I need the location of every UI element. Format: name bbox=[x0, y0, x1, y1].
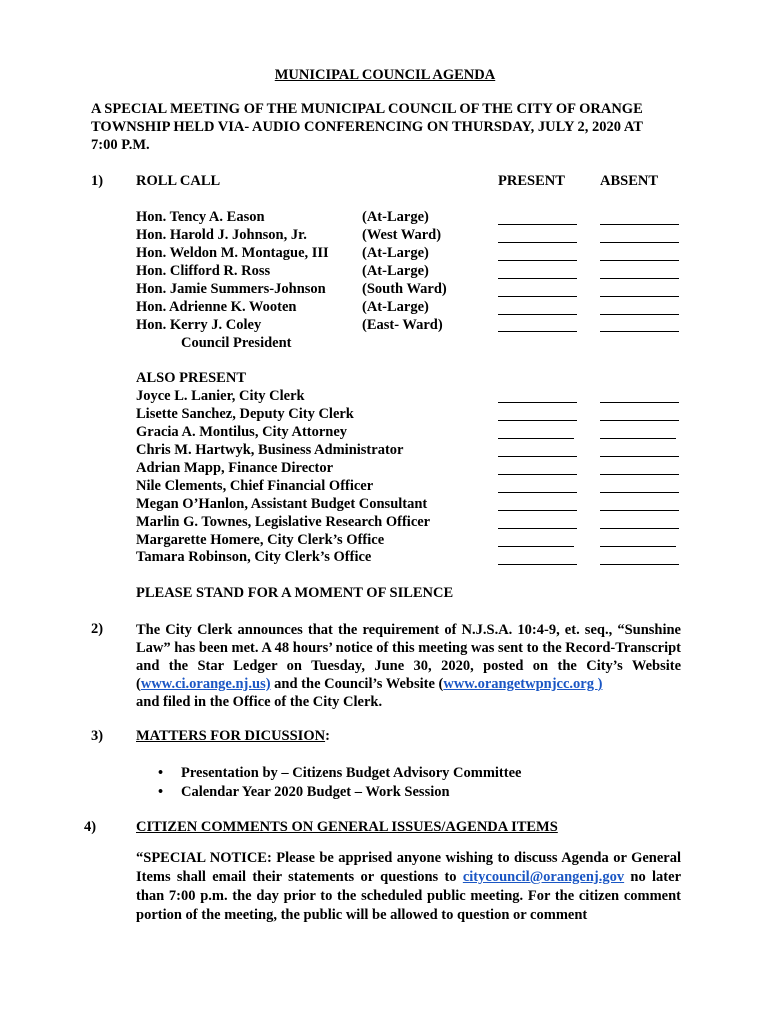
present-column-header: PRESENT bbox=[498, 173, 565, 189]
absent-blank bbox=[600, 564, 679, 565]
notice-text-a: “SPECIAL NOTICE: Please be apprised anyone wishing to discuss Agenda or General Items shall email their statements or questions to bbox=[136, 850, 681, 885]
absent-blank bbox=[600, 474, 679, 475]
page-title: MUNICIPAL COUNCIL AGENDA bbox=[274, 67, 496, 83]
present-blank bbox=[498, 546, 574, 547]
member-ward: (At-Large) bbox=[362, 299, 429, 315]
member-name: Hon. Kerry J. Coley bbox=[136, 317, 262, 333]
present-blank bbox=[498, 402, 577, 403]
absent-blank bbox=[600, 331, 679, 332]
city-website-link[interactable]: www.ci.orange.nj.us) bbox=[140, 676, 271, 692]
absent-blank bbox=[600, 528, 679, 529]
member-ward: (East- Ward) bbox=[362, 317, 443, 333]
absent-blank bbox=[600, 438, 676, 439]
absent-blank bbox=[600, 260, 679, 261]
staff-name: Nile Clements, Chief Financial Officer bbox=[136, 478, 374, 494]
section-number-2: 2) bbox=[91, 621, 104, 637]
matters-heading-label: MATTERS FOR DICUSSION bbox=[136, 728, 326, 744]
member-name: Hon. Tency A. Eason bbox=[136, 209, 265, 225]
sunshine-text-b: and the Council’s Website ( bbox=[270, 676, 444, 692]
meeting-heading-line1: A SPECIAL MEETING OF THE MUNICIPAL COUNCIL OF THE CITY OF ORANGE bbox=[91, 101, 643, 117]
staff-name: Tamara Robinson, City Clerk’s Office bbox=[136, 549, 372, 565]
matters-heading bbox=[136, 728, 330, 745]
discussion-item: Presentation by – Citizens Budget Advisory Committee bbox=[181, 765, 522, 781]
absent-blank bbox=[600, 546, 676, 547]
sunshine-text-c: ) bbox=[597, 676, 603, 692]
present-blank bbox=[498, 456, 577, 457]
present-blank bbox=[498, 314, 577, 315]
absent-blank bbox=[600, 456, 679, 457]
absent-blank bbox=[600, 492, 679, 493]
bullet-icon: • bbox=[158, 784, 164, 800]
present-blank bbox=[498, 438, 574, 439]
council-president-title: Council President bbox=[181, 335, 292, 351]
absent-blank bbox=[600, 314, 679, 315]
section-number-4: 4) bbox=[84, 819, 97, 835]
member-ward: (South Ward) bbox=[362, 281, 447, 297]
present-blank bbox=[498, 564, 577, 565]
citizen-comments-heading: CITIZEN COMMENTS ON GENERAL ISSUES/AGENDA ITEMS bbox=[136, 819, 558, 835]
absent-blank bbox=[600, 296, 679, 297]
member-name: Hon. Jamie Summers-Johnson bbox=[136, 281, 326, 297]
staff-name: Joyce L. Lanier, City Clerk bbox=[136, 388, 305, 404]
special-notice-paragraph bbox=[136, 849, 681, 925]
member-ward: (At-Large) bbox=[362, 245, 429, 261]
present-blank bbox=[498, 474, 577, 475]
staff-name: Adrian Mapp, Finance Director bbox=[136, 460, 334, 476]
member-name: Hon. Clifford R. Ross bbox=[136, 263, 271, 279]
present-blank bbox=[498, 242, 577, 243]
absent-blank bbox=[600, 278, 679, 279]
section-number-3: 3) bbox=[91, 728, 104, 744]
sunshine-law-paragraph bbox=[136, 621, 681, 711]
member-ward: (At-Large) bbox=[362, 209, 429, 225]
member-name: Hon. Adrienne K. Wooten bbox=[136, 299, 297, 315]
bullet-icon: • bbox=[158, 765, 164, 781]
member-ward: (West Ward) bbox=[362, 227, 442, 243]
council-website-link[interactable]: www.orangetwpnjcc.org bbox=[443, 676, 598, 692]
staff-name: Margarette Homere, City Clerk’s Office bbox=[136, 532, 385, 548]
moment-of-silence: PLEASE STAND FOR A MOMENT OF SILENCE bbox=[136, 585, 454, 601]
present-blank bbox=[498, 260, 577, 261]
absent-column-header: ABSENT bbox=[600, 173, 659, 189]
section-number-1: 1) bbox=[91, 173, 104, 189]
roll-call-heading: ROLL CALL bbox=[136, 173, 221, 189]
absent-blank bbox=[600, 224, 679, 225]
absent-blank bbox=[600, 242, 679, 243]
sunshine-text-a: The City Clerk announces that the requirement of N.J.S.A. 10:4-9, et. seq., “Sunshine Law” has been met. A 48 hours’ notice of this meeting was sent to the Record-Transcript and the Star Ledger on Tuesday, June 30, 2020, posted on the City’s Website ( bbox=[136, 622, 681, 692]
present-blank bbox=[498, 278, 577, 279]
discussion-item: Calendar Year 2020 Budget – Work Session bbox=[181, 784, 450, 800]
staff-name: Megan O’Hanlon, Assistant Budget Consultant bbox=[136, 496, 428, 512]
matters-heading-colon: : bbox=[325, 728, 330, 744]
present-blank bbox=[498, 528, 577, 529]
also-present-heading: ALSO PRESENT bbox=[136, 370, 246, 386]
staff-name: Lisette Sanchez, Deputy City Clerk bbox=[136, 406, 354, 422]
present-blank bbox=[498, 420, 577, 421]
present-blank bbox=[498, 331, 577, 332]
member-ward: (At-Large) bbox=[362, 263, 429, 279]
council-email-link[interactable]: citycouncil@orangenj.gov bbox=[462, 869, 625, 885]
present-blank bbox=[498, 296, 577, 297]
staff-name: Marlin G. Townes, Legislative Research Officer bbox=[136, 514, 431, 530]
absent-blank bbox=[600, 510, 679, 511]
absent-blank bbox=[600, 402, 679, 403]
present-blank bbox=[498, 224, 577, 225]
staff-name: Chris M. Hartwyk, Business Administrator bbox=[136, 442, 404, 458]
meeting-heading-line2: TOWNSHIP HELD VIA- AUDIO CONFERENCING ON THURSDAY, JULY 2, 2020 AT bbox=[91, 119, 643, 135]
meeting-heading-line3: 7:00 P.M. bbox=[91, 137, 150, 153]
sunshine-text-d: and filed in the Office of the City Clerk. bbox=[136, 694, 383, 710]
present-blank bbox=[498, 510, 577, 511]
staff-name: Gracia A. Montilus, City Attorney bbox=[136, 424, 348, 440]
present-blank bbox=[498, 492, 577, 493]
notice-text-b: no later than 7:00 p.m. the day prior to the scheduled public meeting. For the citizen comment portion of the meeting, the public will be allowed to question or comment bbox=[136, 869, 682, 923]
member-name: Hon. Harold J. Johnson, Jr. bbox=[136, 227, 307, 243]
absent-blank bbox=[600, 420, 679, 421]
member-name: Hon. Weldon M. Montague, III bbox=[136, 245, 329, 261]
